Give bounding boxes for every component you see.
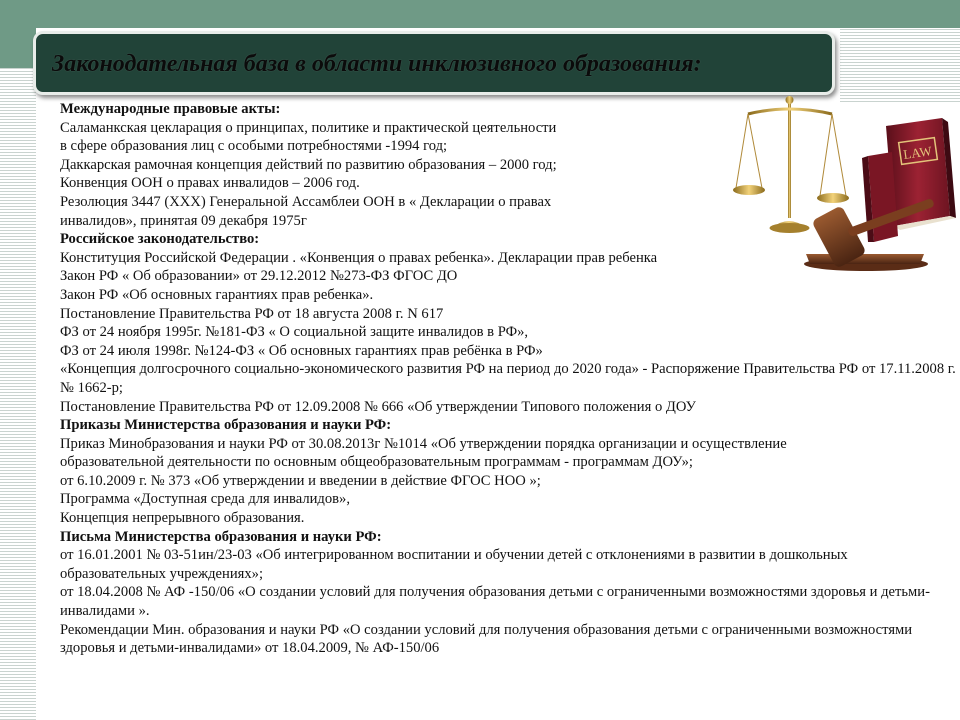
list-item: от 16.01.2001 № 03-51ин/23-03 «Об интегрированном воспитании и обучении детей с отклонениями в развитии в дошкольных образовательных учреждениях»; — [60, 547, 848, 582]
list-item: Конституция Российской Федерации . «Конвенция о правах ребенка». Декларации прав ребенка — [60, 249, 658, 266]
section-heading-russian: Российское законодательство: — [60, 231, 260, 248]
left-decorative-strip — [0, 28, 36, 720]
list-item: ФЗ от 24 ноября 1995г. №181-ФЗ « О социальной защите инвалидов в РФ», — [60, 324, 529, 341]
list-item: Программа «Доступная среда для инвалидов», — [60, 491, 350, 508]
list-item: Постановление Правительства РФ от 12.09.2008 № 666 «Об утверждении Типового положения о ДОУ — [60, 398, 696, 415]
section-heading-international: Международные правовые акты: — [60, 101, 281, 117]
list-item: инвалидов», принятая 09 декабря 1975г — [60, 212, 307, 229]
section-heading-orders: Приказы Министерства образования и науки РФ: — [60, 417, 392, 434]
list-item: Закон РФ «Об основных гарантиях прав ребенка». — [60, 286, 374, 303]
title-bar — [33, 31, 835, 95]
section-heading-letters: Письма Министерства образования и науки РФ: — [60, 528, 382, 545]
list-item: Резолюция 3447 (ХХХ) Генеральной Ассамблеи ООН в « Декларации о правах — [60, 193, 552, 210]
right-decorative-strip — [840, 28, 960, 102]
list-item: Рекомендации Мин. образования и науки РФ «О создании условий для получения образования детьми с ограниченными возможностями здоровья и детьми-инвалидами» от 18.04.2009, № АФ-150/06 — [60, 621, 913, 657]
list-item: образовательной деятельности по основным общеобразовательным программам - программам ДОУ»; — [60, 454, 693, 471]
list-item: Саламанкская цекларация о принципах, политике и практической цеятельности — [60, 119, 557, 136]
list-item: Даккарская рамочная концепция действий по развитию образования – 2000 год; — [60, 156, 557, 173]
list-item: ФЗ от 24 июля 1998г. №124-ФЗ « Об основных гарантиях прав ребёнка в РФ» — [60, 342, 543, 359]
list-item: «Концепция долгосрочного социально-экономического развития РФ на период до 2020 года» - Распоряжение Правительства РФ от 17.11.2008 г. № 1662-р; — [60, 361, 956, 396]
slide-title: Законодательная база в области инклюзивного образования: — [52, 51, 702, 77]
list-item: Закон РФ « Об образовании» от 29.12.2012 №273-ФЗ ФГОС ДО — [60, 268, 458, 285]
list-item: Конвенция ООН о правах инвалидов – 2006 год. — [60, 175, 360, 192]
list-item: в сфере образования лиц с особыми потребностями -1994 год; — [60, 138, 448, 155]
list-item: Постановление Правительства РФ от 18 августа 2008 г. N 617 — [60, 305, 444, 322]
list-item: Приказ Минобразования и науки РФ от 30.08.2013г №1014 «Об утверждении порядка организации и осуществление — [60, 435, 787, 452]
legislation-list — [60, 100, 956, 658]
list-item: Концепция непрерывного образования. — [60, 510, 305, 527]
book-label: LAW — [902, 143, 933, 162]
list-item: от 18.04.2008 № АФ -150/06 «О создании условий для получения образования детьми с ограниченными возможностями здоровья и детьми-инвалидами ». — [60, 584, 930, 620]
list-item: от 6.10.2009 г. № 373 «Об утверждении и введении в действие ФГОС НОО »; — [60, 472, 541, 489]
top-band — [0, 0, 960, 28]
